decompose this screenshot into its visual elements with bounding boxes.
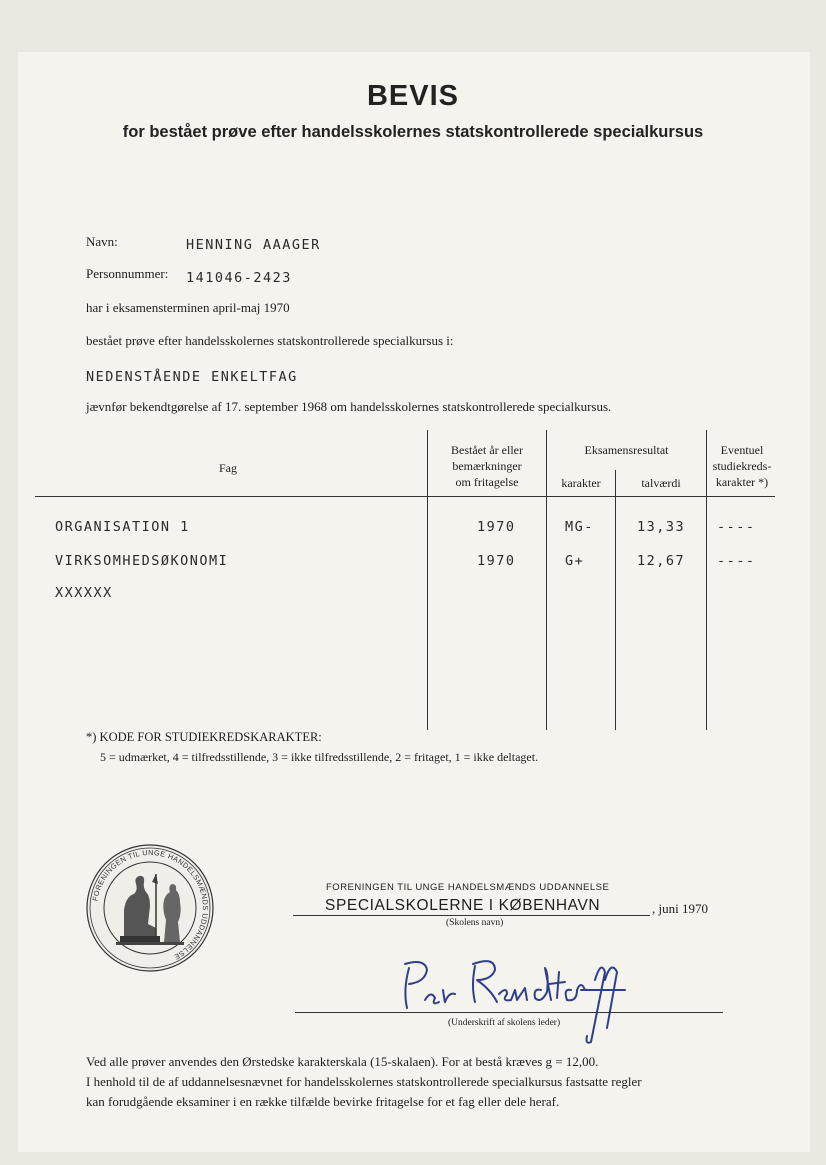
- course-value: NEDENSTÅENDE ENKELTFAG: [86, 369, 298, 385]
- row-year: 1970: [477, 519, 516, 535]
- row-fag: VIRKSOMHEDSØKONOMI: [55, 553, 229, 569]
- table-header-rule: [35, 496, 775, 497]
- row-fag: XXXXXX: [55, 585, 113, 601]
- name-value: HENNING AAAGER: [186, 237, 321, 253]
- header-bestaaet-3: om fritagelse: [455, 475, 519, 489]
- header-bestaaet-2: bemærkninger: [452, 459, 522, 473]
- header-eventuel-3: karakter *): [715, 475, 769, 489]
- row-karakter: G+: [565, 553, 585, 569]
- signature-rule: [295, 1012, 723, 1013]
- header-karakter: karakter: [561, 476, 601, 490]
- principal-signature: [395, 950, 655, 1045]
- school-association: FORENINGEN TIL UNGE HANDELSMÆNDS UDDANNELSE: [326, 882, 610, 893]
- signature-caption: (Underskrift af skolens leder): [448, 1018, 561, 1028]
- school-name: SPECIALSKOLERNE I KØBENHAVN: [325, 897, 601, 914]
- row-year: 1970: [477, 553, 516, 569]
- footnote-title: *) KODE FOR STUDIEKREDSKARAKTER:: [86, 730, 322, 744]
- school-name-rule: [293, 915, 650, 916]
- row-talvaerdi: 12,67: [637, 553, 686, 569]
- regulation-line: jævnfør bekendtgørelse af 17. september 1968 om handelsskolernes statskontrollerede specialkursus.: [86, 399, 612, 414]
- header-fag: Fag: [219, 461, 237, 475]
- document-title: BEVIS: [366, 80, 460, 112]
- footnote-codes: 5 = udmærket, 4 = tilfredsstillende, 3 = ikke tilfredsstillende, 2 = fritaget, 1 = ikke deltaget.: [100, 750, 539, 764]
- cpr-value: 141046-2423: [186, 270, 292, 286]
- row-karakter: MG-: [565, 519, 594, 535]
- closing-line-1: Ved alle prøver anvendes den Ørstedske karakterskala (15-skalaen). For at bestå kræves g = 12,00.: [86, 1054, 599, 1069]
- closing-line-3: kan forudgående eksaminer i en række tilfælde bevirke fritagelse for et fag eller dele heraf.: [86, 1094, 560, 1109]
- cpr-label: Personnummer:: [86, 266, 169, 281]
- header-eksamen: Eksamensresultat: [584, 443, 669, 457]
- school-seal: [86, 844, 214, 972]
- school-name-caption: (Skolens navn): [446, 918, 504, 928]
- header-eventuel-2: studiekreds-: [712, 459, 772, 473]
- row-studiekreds: ----: [717, 553, 756, 569]
- header-bestaaet-1: Bestået år eller: [451, 443, 523, 457]
- header-eventuel-1: Eventuel: [720, 443, 764, 457]
- row-studiekreds: ----: [717, 519, 756, 535]
- document-subtitle: for bestået prøve efter handelsskolernes statskontrollerede specialkursus: [122, 123, 704, 141]
- header-talvaerdi: talværdi: [641, 476, 681, 490]
- term-line: har i eksamensterminen april-maj 1970: [86, 300, 290, 315]
- table-column-divider: [615, 470, 616, 730]
- school-date: , juni 1970: [652, 901, 708, 916]
- closing-line-2: I henhold til de af uddannelsesnævnet for handelsskolernes statskontrollerede specialkursus fastsatte regler: [86, 1074, 642, 1089]
- name-label: Navn:: [86, 234, 118, 249]
- svg-text:FORENINGEN TIL UNGE HANDELSMÆN: FORENINGEN TIL UNGE HANDELSMÆNDS UDDANNELSE: [90, 847, 211, 962]
- row-fag: ORGANISATION 1: [55, 519, 190, 535]
- passed-line: bestået prøve efter handelsskolernes statskontrollerede specialkursus i:: [86, 333, 454, 348]
- row-talvaerdi: 13,33: [637, 519, 686, 535]
